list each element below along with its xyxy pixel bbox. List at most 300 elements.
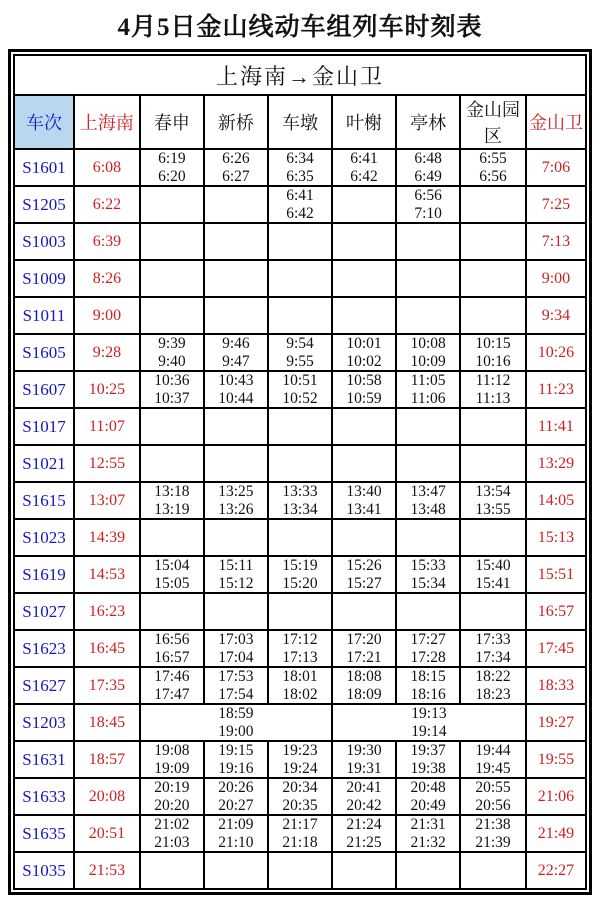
stop-times-cell [204, 778, 268, 815]
train-row [14, 815, 586, 852]
train-number-cell: S1633 [14, 778, 74, 815]
departure-time-cell: 20:08 [74, 778, 140, 815]
stop-times-cell [140, 482, 204, 519]
stop-time: 13:41 [346, 500, 382, 518]
train-number-cell: S1619 [14, 556, 74, 593]
stop-times-cell [460, 186, 526, 223]
stop-times-cell [332, 408, 396, 445]
stop-time: 21:10 [218, 833, 254, 851]
stop-times-cell [460, 519, 526, 556]
arrival-time-cell: 19:55 [526, 741, 586, 778]
stop-time: 10:09 [410, 352, 446, 370]
stop-times-cell [332, 223, 396, 260]
stop-time: 17:47 [154, 685, 190, 703]
stop-time: 11:06 [410, 389, 446, 407]
stop-time: 6:41 [286, 187, 314, 204]
timetable-body [14, 149, 586, 889]
arrival-time-cell: 21:49 [526, 815, 586, 852]
stop-times-cell [332, 149, 396, 186]
train-row [14, 482, 586, 519]
stop-times-cell [396, 519, 460, 556]
stop-time: 18:15 [410, 668, 446, 685]
train-number-cell: S1011 [14, 297, 74, 334]
stop-times-cell [268, 149, 332, 186]
stop-time: 9:47 [222, 352, 250, 370]
col-header-chunshen: 春申 [140, 95, 204, 149]
stop-times-cell [460, 371, 526, 408]
departure-time-cell: 9:00 [74, 297, 140, 334]
train-number-cell: S1205 [14, 186, 74, 223]
stop-times-cell [332, 556, 396, 593]
stop-time: 10:59 [346, 389, 382, 407]
stop-time: 6:35 [286, 167, 314, 185]
stop-time: 6:42 [286, 204, 314, 222]
stop-times-cell [204, 223, 268, 260]
train-row [14, 445, 586, 482]
stop-times-cell [332, 593, 396, 630]
departure-time-cell: 14:53 [74, 556, 140, 593]
stop-time: 6:42 [350, 167, 378, 185]
departure-time-cell: 14:39 [74, 519, 140, 556]
stop-times-cell [332, 741, 396, 778]
departure-time-cell: 6:08 [74, 149, 140, 186]
stop-times-cell [140, 519, 204, 556]
stop-time: 6:49 [414, 167, 442, 185]
train-row [14, 223, 586, 260]
stop-time: 19:13 [411, 705, 447, 722]
train-row [14, 186, 586, 223]
stop-times-cell [396, 371, 460, 408]
stop-time: 9:46 [222, 335, 250, 352]
departure-time-cell: 12:55 [74, 445, 140, 482]
departure-time-cell: 18:57 [74, 741, 140, 778]
stop-times-cell [268, 815, 332, 852]
stop-times-cell [140, 149, 204, 186]
stop-time: 15:19 [282, 557, 318, 574]
train-row [14, 149, 586, 186]
stop-times-cell [460, 556, 526, 593]
stop-times-cell [204, 815, 268, 852]
stop-time: 21:18 [282, 833, 318, 851]
stop-times-cell [332, 630, 396, 667]
stop-time: 20:34 [282, 779, 318, 796]
stop-time: 13:34 [282, 500, 318, 518]
stop-time: 9:40 [158, 352, 186, 370]
stop-time: 21:09 [218, 816, 254, 833]
stop-time: 18:16 [410, 685, 446, 703]
stop-time: 19:38 [410, 759, 446, 777]
stop-times-cell [204, 371, 268, 408]
stop-time: 21:39 [475, 833, 511, 851]
stop-times-cell [332, 186, 396, 223]
stop-time: 15:05 [154, 574, 190, 592]
stop-times-cell [268, 852, 332, 889]
timetable-frame [8, 49, 592, 895]
stop-time: 6:41 [350, 150, 378, 167]
col-header-jinshan-park: 金山园区 [460, 95, 526, 149]
stop-times-cell [140, 445, 204, 482]
stop-time: 6:34 [286, 150, 314, 167]
column-header-row [14, 95, 586, 149]
stop-times-cell [396, 149, 460, 186]
stop-times-cell [140, 297, 204, 334]
stop-times-cell [396, 593, 460, 630]
stop-times-cell [332, 815, 396, 852]
arrival-time-cell: 11:23 [526, 371, 586, 408]
stop-times-cell [204, 630, 268, 667]
train-number-cell: S1623 [14, 630, 74, 667]
stop-times-cell [140, 334, 204, 371]
stop-time: 20:27 [218, 796, 254, 814]
stop-times-cell [396, 852, 460, 889]
stop-time: 21:03 [154, 833, 190, 851]
stop-time: 19:37 [410, 742, 446, 759]
departure-time-cell: 6:39 [74, 223, 140, 260]
stop-time: 10:44 [218, 389, 254, 407]
stop-times-cell [396, 630, 460, 667]
stop-times-cell [140, 852, 204, 889]
timetable [13, 54, 587, 890]
stop-times-cell [204, 297, 268, 334]
stop-time: 13:48 [410, 500, 446, 518]
stop-times-cell [140, 741, 204, 778]
train-row [14, 556, 586, 593]
stop-time: 20:55 [475, 779, 511, 796]
stop-time: 19:23 [282, 742, 318, 759]
stop-times-cell [140, 630, 204, 667]
stop-time: 17:28 [410, 648, 446, 666]
stop-time: 18:22 [475, 668, 511, 685]
stop-times-cell [204, 519, 268, 556]
col-header-shanghai-south: 上海南 [74, 95, 140, 149]
train-row [14, 778, 586, 815]
stop-time: 17:20 [346, 631, 382, 648]
stop-time: 20:41 [346, 779, 382, 796]
stop-times-cell [396, 556, 460, 593]
stop-times-cell [460, 482, 526, 519]
stop-times-cell [396, 186, 460, 223]
stop-times-cell [268, 667, 332, 704]
col-header-yexie: 叶榭 [332, 95, 396, 149]
train-row [14, 408, 586, 445]
stop-times-cell [268, 593, 332, 630]
train-row [14, 593, 586, 630]
stop-time: 15:26 [346, 557, 382, 574]
arrival-time-cell: 15:51 [526, 556, 586, 593]
arrival-time-cell: 7:25 [526, 186, 586, 223]
departure-time-cell: 18:45 [74, 704, 140, 741]
stop-time: 19:44 [475, 742, 511, 759]
stop-time: 13:18 [154, 483, 190, 500]
stop-times-cell [268, 630, 332, 667]
stop-time: 11:12 [475, 372, 511, 389]
stop-times-cell [332, 482, 396, 519]
stop-times-cell [396, 408, 460, 445]
stop-times-cell [460, 741, 526, 778]
departure-time-cell: 20:51 [74, 815, 140, 852]
stop-times-cell [140, 223, 204, 260]
train-number-cell: S1017 [14, 408, 74, 445]
arrival-time-cell: 14:05 [526, 482, 586, 519]
stop-time: 10:08 [410, 335, 446, 352]
stop-times-cell [396, 260, 460, 297]
stop-time: 10:37 [154, 389, 190, 407]
stop-time: 19:30 [346, 742, 382, 759]
stop-times-cell [396, 223, 460, 260]
train-row [14, 519, 586, 556]
stop-time: 19:14 [411, 722, 447, 740]
stop-times-cell [204, 482, 268, 519]
stop-times-cell [460, 815, 526, 852]
stop-time: 19:15 [218, 742, 254, 759]
stop-time: 20:49 [410, 796, 446, 814]
col-header-xinqiao: 新桥 [204, 95, 268, 149]
stop-time: 19:24 [282, 759, 318, 777]
stop-time: 18:08 [346, 668, 382, 685]
stop-time: 10:58 [346, 372, 382, 389]
stop-time: 17:53 [218, 668, 254, 685]
stop-time: 10:01 [346, 335, 382, 352]
stop-times-cell [396, 741, 460, 778]
stop-time: 20:56 [475, 796, 511, 814]
departure-time-cell: 10:25 [74, 371, 140, 408]
train-number-cell: S1607 [14, 371, 74, 408]
train-number-cell: S1021 [14, 445, 74, 482]
col-header-chedun: 车墩 [268, 95, 332, 149]
stop-time: 17:03 [218, 631, 254, 648]
train-number-cell: S1027 [14, 593, 74, 630]
train-number-cell: S1627 [14, 667, 74, 704]
stop-time: 19:08 [154, 742, 190, 759]
departure-time-cell: 16:45 [74, 630, 140, 667]
arrival-time-cell: 9:34 [526, 297, 586, 334]
stop-times-cell [460, 445, 526, 482]
stop-times-cell [140, 704, 332, 741]
arrival-time-cell: 17:45 [526, 630, 586, 667]
train-number-cell: S1605 [14, 334, 74, 371]
stop-times-cell [460, 778, 526, 815]
stop-times-cell [140, 815, 204, 852]
stop-time: 13:55 [475, 500, 511, 518]
stop-time: 9:54 [286, 335, 314, 352]
stop-time: 10:15 [475, 335, 511, 352]
stop-times-cell [140, 593, 204, 630]
train-row [14, 297, 586, 334]
stop-times-cell [396, 778, 460, 815]
stop-time: 17:46 [154, 668, 190, 685]
train-number-cell: S1601 [14, 149, 74, 186]
stop-times-cell [332, 519, 396, 556]
stop-times-cell [204, 556, 268, 593]
train-row [14, 334, 586, 371]
train-row [14, 630, 586, 667]
stop-times-cell [460, 852, 526, 889]
stop-time: 10:02 [346, 352, 382, 370]
stop-times-cell [332, 852, 396, 889]
departure-time-cell: 11:07 [74, 408, 140, 445]
stop-time: 21:31 [410, 816, 446, 833]
departure-time-cell: 6:22 [74, 186, 140, 223]
stop-times-cell [332, 778, 396, 815]
stop-times-cell [268, 371, 332, 408]
stop-time: 13:25 [218, 483, 254, 500]
stop-times-cell [332, 704, 526, 741]
col-header-train-number: 车次 [14, 95, 74, 149]
train-number-cell: S1003 [14, 223, 74, 260]
stop-time: 6:19 [158, 150, 186, 167]
stop-time: 19:09 [154, 759, 190, 777]
stop-times-cell [204, 445, 268, 482]
stop-time: 20:35 [282, 796, 318, 814]
stop-time: 21:25 [346, 833, 382, 851]
stop-time: 13:19 [154, 500, 190, 518]
stop-time: 15:20 [282, 574, 318, 592]
stop-time: 6:56 [479, 167, 507, 185]
stop-time: 19:45 [475, 759, 511, 777]
stop-time: 15:11 [218, 557, 254, 574]
departure-time-cell: 17:35 [74, 667, 140, 704]
stop-times-cell [396, 297, 460, 334]
stop-times-cell [268, 482, 332, 519]
arrival-time-cell: 9:00 [526, 260, 586, 297]
stop-times-cell [332, 334, 396, 371]
stop-times-cell [140, 408, 204, 445]
stop-time: 10:51 [282, 372, 318, 389]
stop-time: 15:12 [218, 574, 254, 592]
departure-time-cell: 16:23 [74, 593, 140, 630]
stop-time: 13:26 [218, 500, 254, 518]
stop-time: 11:05 [410, 372, 446, 389]
stop-time: 17:21 [346, 648, 382, 666]
stop-time: 10:43 [218, 372, 254, 389]
departure-time-cell: 21:53 [74, 852, 140, 889]
stop-time: 20:20 [154, 796, 190, 814]
arrival-time-cell: 11:41 [526, 408, 586, 445]
stop-time: 6:27 [222, 167, 250, 185]
stop-times-cell [140, 667, 204, 704]
stop-times-cell [460, 223, 526, 260]
stop-times-cell [204, 334, 268, 371]
train-number-cell: S1035 [14, 852, 74, 889]
stop-times-cell [140, 778, 204, 815]
departure-time-cell: 9:28 [74, 334, 140, 371]
stop-times-cell [268, 519, 332, 556]
arrival-time-cell: 13:29 [526, 445, 586, 482]
stop-times-cell [460, 297, 526, 334]
train-row [14, 741, 586, 778]
stop-times-cell [140, 186, 204, 223]
departure-time-cell: 8:26 [74, 260, 140, 297]
stop-times-cell [460, 593, 526, 630]
stop-times-cell [396, 445, 460, 482]
stop-times-cell [268, 297, 332, 334]
stop-times-cell [460, 260, 526, 297]
stop-times-cell [460, 408, 526, 445]
stop-time: 6:55 [479, 150, 507, 167]
stop-time: 15:41 [475, 574, 511, 592]
stop-time: 15:27 [346, 574, 382, 592]
train-number-cell: S1203 [14, 704, 74, 741]
stop-time: 18:02 [282, 685, 318, 703]
stop-time: 6:48 [414, 150, 442, 167]
page-title: 4月5日金山线动车组列车时刻表 [117, 14, 483, 41]
stop-times-cell [396, 667, 460, 704]
stop-time: 20:42 [346, 796, 382, 814]
stop-time: 17:33 [475, 631, 511, 648]
stop-time: 7:10 [414, 204, 442, 222]
train-number-cell: S1009 [14, 260, 74, 297]
stop-time: 21:17 [282, 816, 318, 833]
stop-times-cell [460, 630, 526, 667]
arrival-time-cell: 21:06 [526, 778, 586, 815]
stop-time: 19:31 [346, 759, 382, 777]
train-row [14, 704, 586, 741]
stop-times-cell [204, 408, 268, 445]
stop-times-cell [140, 556, 204, 593]
stop-time: 13:33 [282, 483, 318, 500]
stop-time: 10:16 [475, 352, 511, 370]
arrival-time-cell: 19:27 [526, 704, 586, 741]
stop-time: 18:59 [218, 705, 254, 722]
stop-times-cell [268, 186, 332, 223]
stop-time: 20:19 [154, 779, 190, 796]
stop-time: 10:36 [154, 372, 190, 389]
stop-time: 21:02 [154, 816, 190, 833]
train-row [14, 852, 586, 889]
stop-times-cell [332, 260, 396, 297]
stop-times-cell [268, 260, 332, 297]
stop-time: 6:20 [158, 167, 186, 185]
stop-times-cell [268, 778, 332, 815]
col-header-jinshanwei: 金山卫 [526, 95, 586, 149]
stop-time: 9:39 [158, 335, 186, 352]
stop-times-cell [396, 482, 460, 519]
stop-time: 17:12 [282, 631, 318, 648]
stop-time: 19:16 [218, 759, 254, 777]
stop-times-cell [268, 556, 332, 593]
direction-header: 上海南→金山卫 [14, 55, 586, 95]
arrival-time-cell: 7:06 [526, 149, 586, 186]
stop-times-cell [332, 297, 396, 334]
stop-times-cell [332, 445, 396, 482]
stop-times-cell [204, 149, 268, 186]
stop-time: 19:00 [218, 722, 254, 740]
stop-time: 13:47 [410, 483, 446, 500]
arrival-time-cell: 18:33 [526, 667, 586, 704]
stop-time: 6:56 [414, 187, 442, 204]
stop-times-cell [204, 186, 268, 223]
stop-time: 15:33 [410, 557, 446, 574]
stop-times-cell [396, 815, 460, 852]
stop-time: 17:34 [475, 648, 511, 666]
stop-times-cell [332, 371, 396, 408]
stop-time: 10:52 [282, 389, 318, 407]
arrival-time-cell: 22:27 [526, 852, 586, 889]
stop-time: 13:54 [475, 483, 511, 500]
stop-times-cell [460, 667, 526, 704]
stop-times-cell [204, 593, 268, 630]
train-row [14, 371, 586, 408]
stop-time: 9:55 [286, 352, 314, 370]
stop-time: 20:48 [410, 779, 446, 796]
stop-times-cell [140, 260, 204, 297]
train-number-cell: S1631 [14, 741, 74, 778]
stop-times-cell [268, 741, 332, 778]
stop-time: 21:24 [346, 816, 382, 833]
arrival-time-cell: 7:13 [526, 223, 586, 260]
stop-times-cell [268, 334, 332, 371]
arrival-time-cell: 16:57 [526, 593, 586, 630]
